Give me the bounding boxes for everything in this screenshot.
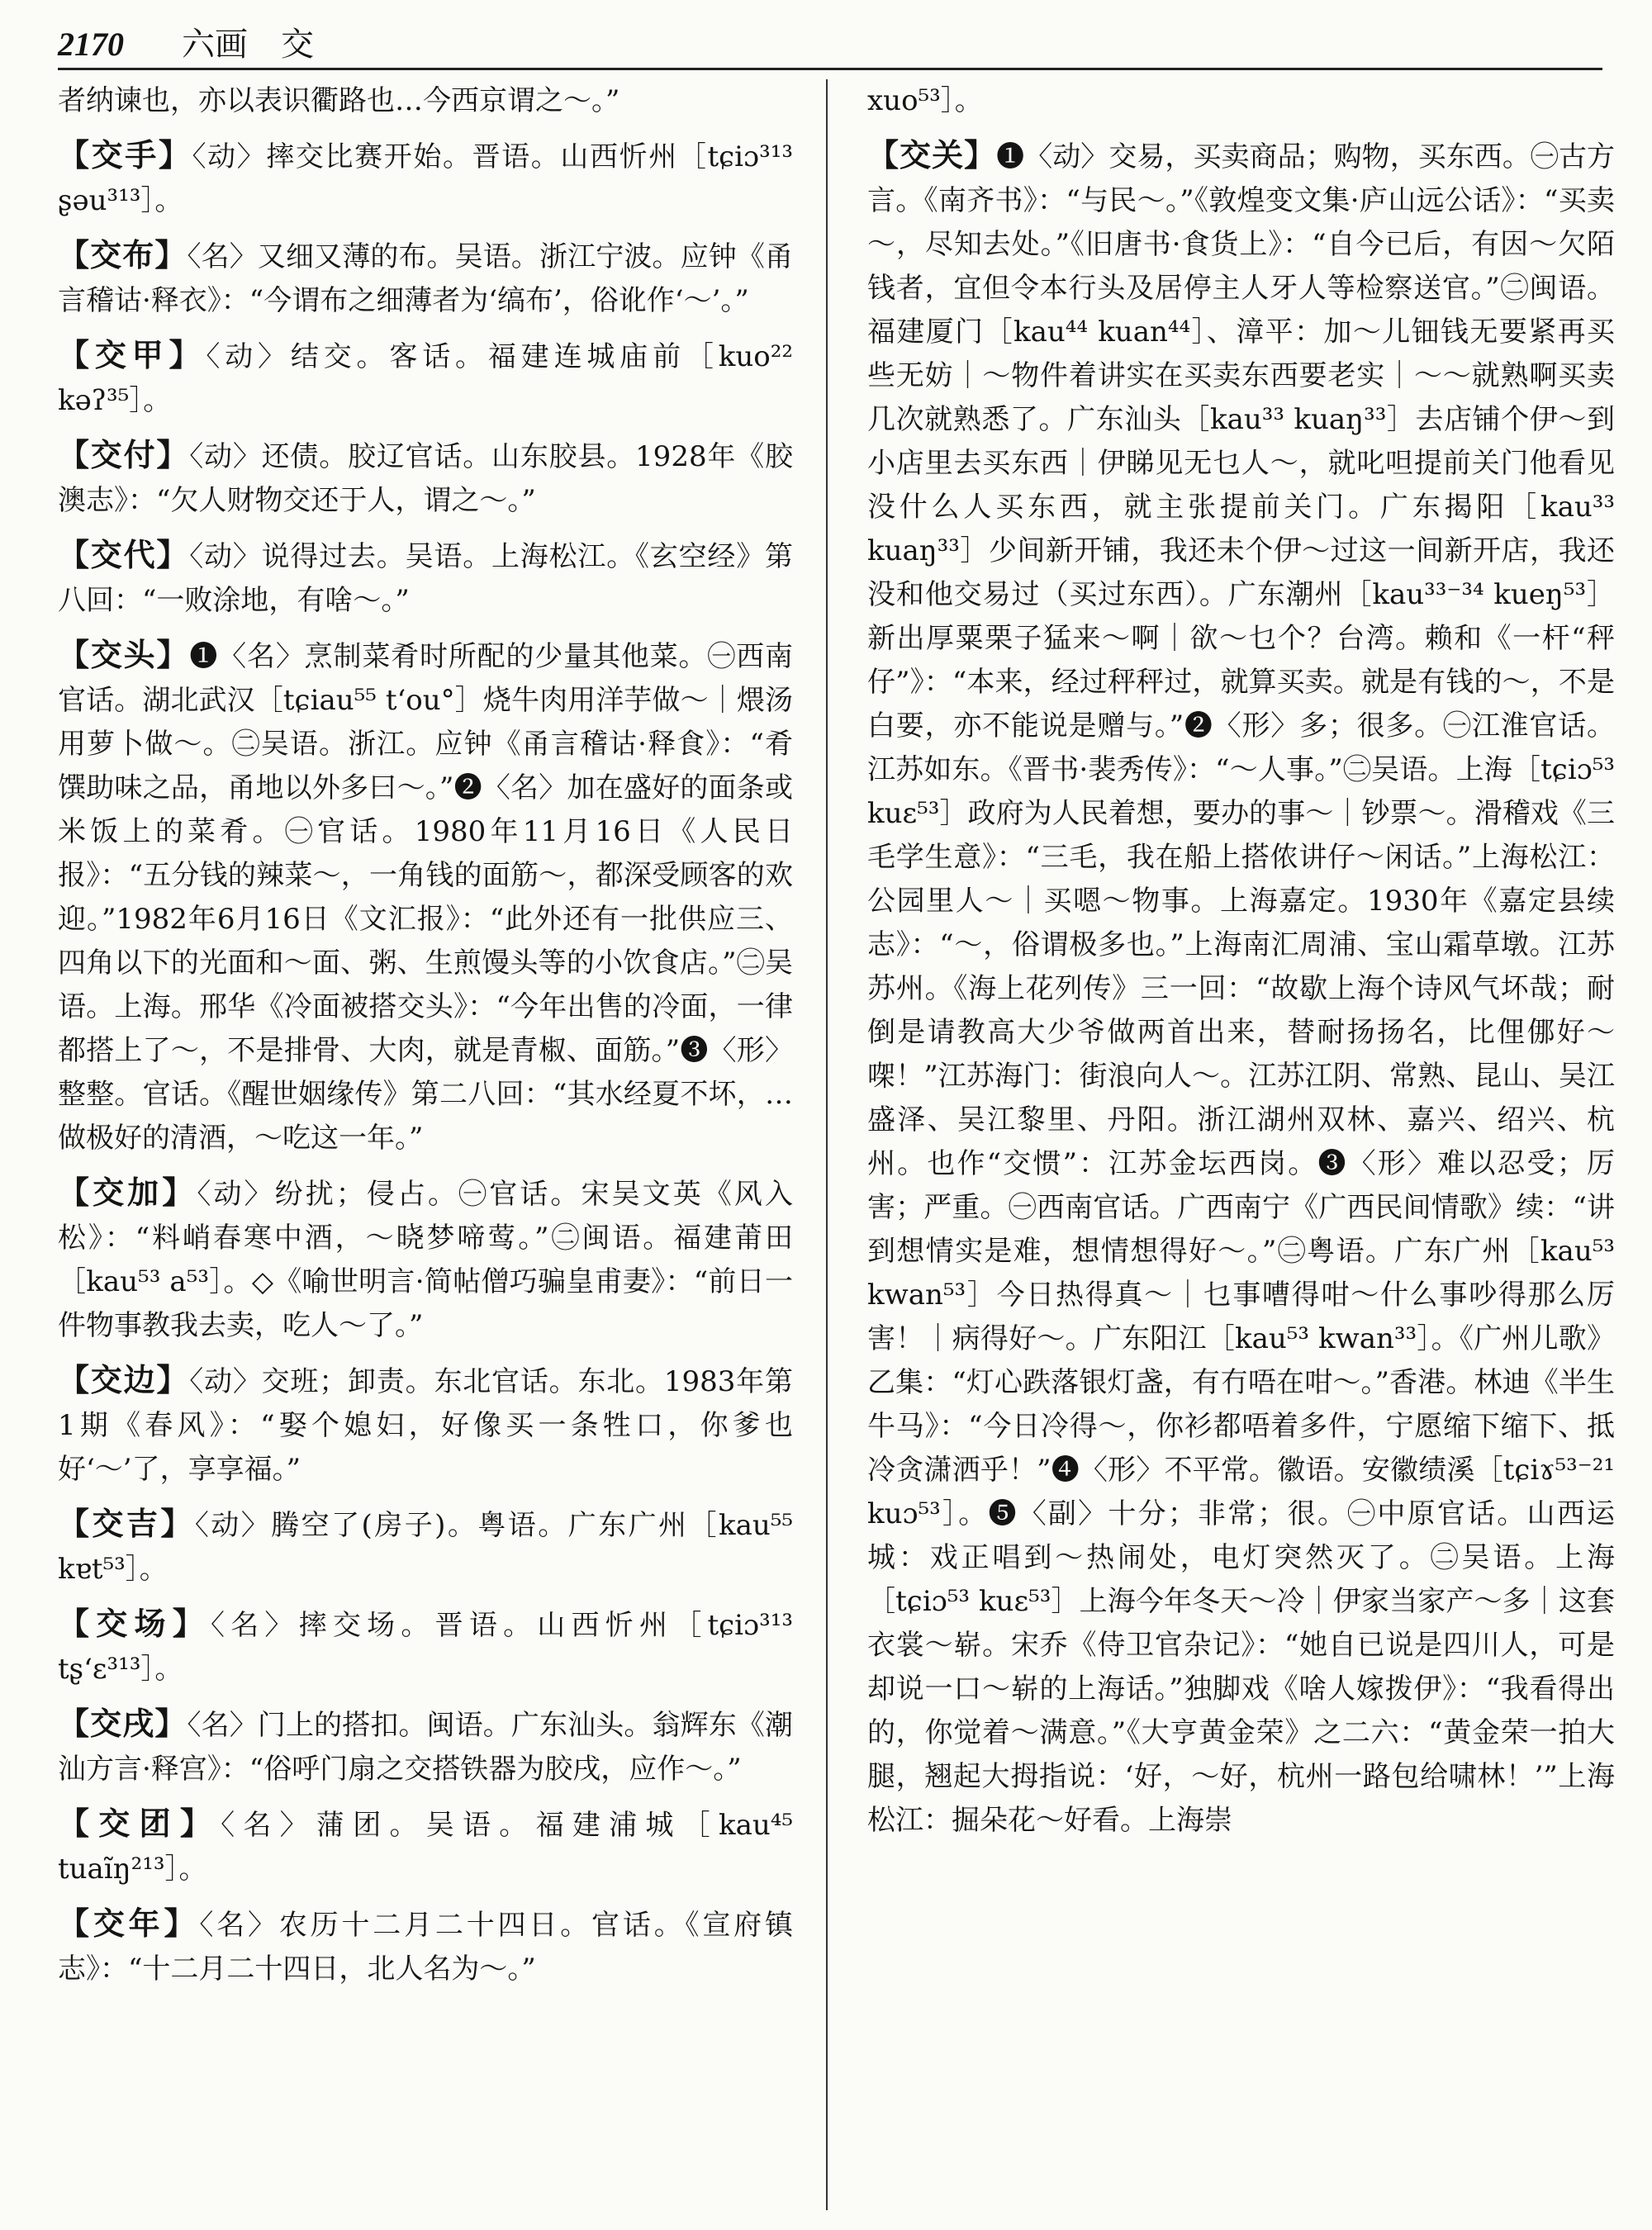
dictionary-entry [58,1502,793,1592]
entry-headword: 【交付】 [58,436,190,473]
entry-headword: 【交场】 [58,1605,211,1642]
section-title: 六画 交 [182,26,314,64]
dictionary-entry [58,133,793,223]
entry-definition: ❶〈动〉交易，买卖商品；购物，买东西。㊀古方言。《南齐书》：“与民～。”《敦煌变文集·庐山远公话》：“买卖～，尽知去处。”《旧唐书·食货上》：“自今已后，有因～欠陌钱者，宜但令本行头及居停主人牙人等检察送官。”㊁闽语。福建厦门［kau⁴⁴ kuan⁴⁴］、漳平：加～儿钿钱无要紧再买些无妨｜～物件着讲实在买卖东西要老实｜～～就熟啊买卖几次就熟悉了。广东汕头［kau³³ kuaŋ³³］去店铺个伊～到小店里去买东西｜伊睇见无乜人～，就叱呾提前关门他看见没什么人买东西，就主张提前关门。广东揭阳［kau³³ kuaŋ³³］少间新开铺，我还未个伊～过这一间新开店，我还没和他交易过（买过东西）。广东潮州［kau³³⁻³⁴ kueŋ⁵³］新出厚粟栗子猛来～啊｜欲～乜个？台湾。赖和《一杆“秤仔”》：“本来，经过秤秤过，就算买卖。就是有钱的～，不是白要，亦不能说是赠与。”❷〈形〉多；很多。㊀江淮官话。江苏如东。《晋书·裴秀传》：“～人事。”㊁吴语。上海［tɕiɔ⁵³ kuɛ⁵³］政府为人民着想，要办的事～｜钞票～。滑稽戏《三毛学生意》：“三毛，我在船上搭侬讲仔～闲话。”上海松江：公园里人～｜买嗯～物事。上海嘉定。1930年《嘉定县续志》：“～，俗谓极多也。”上海南汇周浦、宝山霜草墩。江苏苏州。《海上花列传》三一回：“故歇上海个诗风气坏哉；耐倒是请教高大少爷做两首出来，替耐扬扬名，比俚㑚好～㗎！”江苏海门：街浪向人～。江苏江阴、常熟、昆山、吴江盛泽、吴江黎里、丹阳。浙江湖州双林、嘉兴、绍兴、杭州。也作“交惯”：江苏金坛西岗。❸〈形〉难以忍受；厉害；严重。㊀西南官话。广西南宁《广西民间情歌》续：“讲到想情实是难，想情想得好～。”㊁粤语。广东广州［kau⁵³ kwan⁵³］今日热得真～｜乜事嘈得咁～什么事吵得那么厉害！｜病得好～。广东阳江［kau⁵³ kwan³³］。《广州儿歌》乙集：“灯心跌落银灯盏，有冇唔在咁～。”香港。林迪《半生牛马》：“今日冷得～，你衫都唔着多件，宁愿缩下缩下、抵冷贪潇洒乎！”❹〈形〉不平常。徽语。安徽绩溪［tɕiɤ⁵³⁻²¹ kuɔ⁵³］。❺〈副〉十分；非常；很。㊀中原官话。山西运城：戏正唱到～热闹处，电灯突然灭了。㊁吴语。上海［tɕiɔ⁵³ kuɛ⁵³］上海今年冬天～冷｜伊家当家产～多｜这套衣裳～崭。宋乔《侍卫官杂记》：“她自已说是四川人，可是却说一口～崭的上海话。”独脚戏《啥人嫁拨伊》：“我看得出的，你觉着～满意。”《大亨黄金荣》之二六：“黄金荣一拍大腿，翘起大拇指说：‘好，～好，杭州一路包给啸林！’”上海松江：掘朵花～好看。上海崇 [867,140,1615,1837]
continuation-text: 者纳谏也，亦以表识衢路也…今西京谓之～。” [58,84,620,117]
entry-definition: 〈动〉腾空了(房子)。粤语。广东广州［kau⁵⁵ kɐt⁵³］。 [58,1509,793,1586]
entry-headword: 【交边】 [58,1361,190,1398]
dictionary-entry [58,1170,793,1348]
dictionary-entry [58,1601,793,1691]
entry-headword: 【交手】 [58,136,192,173]
dictionary-entry [58,633,793,1160]
dictionary-entry [58,1801,793,1891]
entry-definition: 〈名〉又细又薄的布。吴语。浙江宁波。应钟《甬言稽诂·释衣》：“今谓布之细薄者为‘缟布’，俗讹作‘～’。” [58,240,793,317]
dictionary-entry [58,433,793,523]
entry-headword: 【交布】 [58,236,188,273]
right-column [867,79,1615,1853]
dictionary-entry [58,1701,793,1791]
entry-headword: 【交团】 [58,1805,221,1842]
dictionary-entry [58,1901,793,1991]
entry-definition: 〈名〉摔交场。晋语。山西忻州［tɕiɔ³¹³ tʂʻɛ³¹³］。 [58,1609,793,1686]
dictionary-entry [58,1358,793,1492]
dictionary-entry [867,133,1615,1843]
entry-headword: 【交吉】 [58,1505,195,1542]
continuation-text: xuo⁵³］。 [867,84,983,117]
entry-definition: 〈动〉还债。胶辽官话。山东胶县。1928年《胶澳志》：“欠人财物交还于人，谓之～。” [58,440,793,517]
entry-definition: ❶〈名〉烹制菜肴时所配的少量其他菜。㊀西南官话。湖北武汉［tɕiau⁵⁵ tʻou°］烧牛肉用洋芋做～｜煨汤用萝卜做～。㊁吴语。浙江。应钟《甬言稽诂·释食》：“肴馔助味之品，甬地以外多曰～。”❷〈名〉加在盛好的面条或米饭上的菜肴。㊀官话。1980年11月16日《人民日报》：“五分钱的辣菜～，一角钱的面筋～，都深受顾客的欢迎。”1982年6月16日《文汇报》：“此外还有一批供应三、四角以下的光面和～面、粥、生煎馒头等的小饮食店。”㊁吴语。上海。邢华《冷面被搭交头》：“今年出售的冷面，一律都搭上了～，不是排骨、大肉，就是青椒、面筋。”❸〈形〉整整。官话。《醒世姻缘传》第二八回：“其水经夏不坏，…做极好的清酒，～吃这一年。” [58,640,793,1155]
column-divider [826,79,828,2210]
dictionary-entry [58,333,793,423]
header-rule [58,68,1602,70]
entry-definition: 〈动〉交班；卸责。东北官话。东北。1983年第1期《春风》：“娶个媳妇，好像买一条牲口，你爹也好‘～’了，享享福。” [58,1365,793,1486]
entry-headword: 【交关】 [867,136,997,173]
entry-definition: 〈名〉蒲团。吴语。福建浦城［kau⁴⁵ tuaĩŋ²¹³］。 [58,1809,793,1886]
entry-headword: 【交加】 [58,1174,197,1211]
entry-headword: 【交代】 [58,536,190,573]
page-number: 2170 [58,26,124,63]
entry-definition: 〈动〉摔交比赛开始。晋语。山西忻州［tɕiɔ³¹³ ʂəu³¹³］。 [58,140,793,217]
entry-definition: 〈动〉纷扰；侵占。㊀官话。宋吴文英《风入松》：“料峭春寒中酒，～晓梦啼莺。”㊁闽语。福建莆田［kau⁵³ a⁵³］。◇《喻世明言·简帖僧巧骗皇甫妻》：“前日一件物事教我去卖，吃人～了。” [58,1178,793,1342]
page-header [58,18,1602,66]
dictionary-entry [58,533,793,623]
entry-headword: 【交年】 [58,1905,200,1942]
entry-definition: 〈名〉门上的搭扣。闽语。广东汕头。翁辉东《潮汕方言·释宫》：“俗呼门扇之交搭铁器为胶戌，应作～。” [58,1709,793,1786]
entry-definition: 〈名〉农历十二月二十四日。官话。《宣府镇志》：“十二月二十四日，北人名为～。” [58,1909,793,1986]
entry-definition: 〈动〉说得过去。吴语。上海松江。《玄空经》第八回：“一败涂地，有啥～。” [58,540,793,617]
entry-headword: 【交戌】 [58,1705,188,1742]
entry-definition: 〈动〉结交。客话。福建连城庙前［kuo²² kəʔ³⁵］。 [58,340,793,417]
entry-headword: 【交头】 [58,636,190,673]
left-column [58,79,793,2001]
entry-headword: 【交甲】 [58,336,206,373]
dictionary-entry [58,233,793,323]
